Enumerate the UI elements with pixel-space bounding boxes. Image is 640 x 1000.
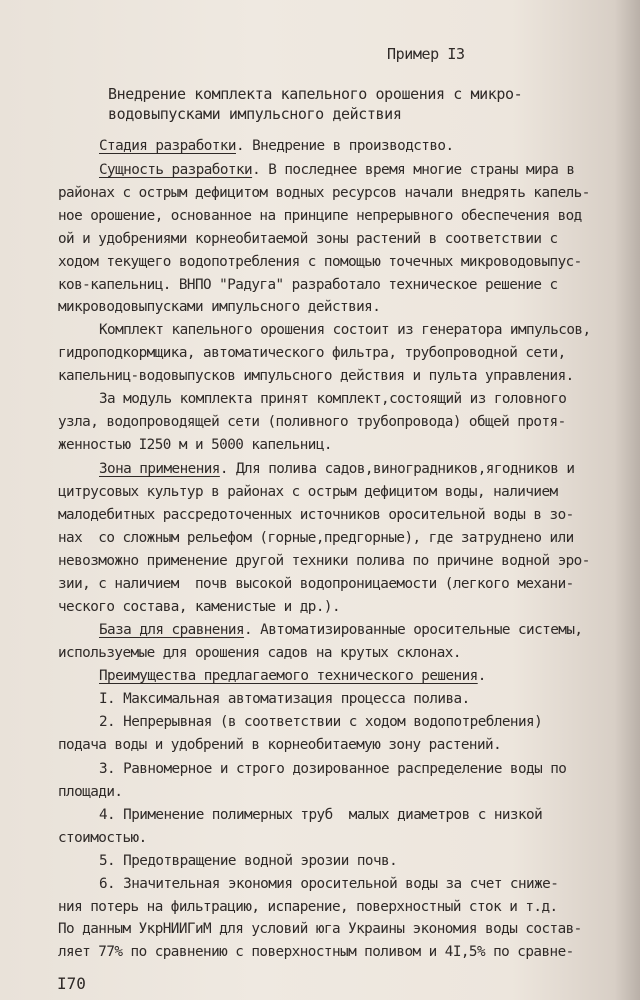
section-label-zone: Зона применения [99,461,220,477]
section-label-stage: Стадия разработки [99,138,236,154]
text-line-11: капельниц-водовыпусков импульсного действия и пульта управления. [58,368,574,384]
text-line-12: За модуль комплекта принят комплект,состоящий из головного [99,391,567,407]
text-line-8: микроводовыпусками импульсного действия. [58,299,381,315]
section-label-essence: Сущность разработки [99,162,253,178]
text-line-23: используемые для орошения садов на крутых склонах. [58,645,461,661]
title-line-1: Внедрение комплекта капельного орошения с микро- [108,85,523,103]
text-line-1: Стадия разработки. Внедрение в производство. [99,138,454,154]
text-line-7: ков-капельниц. ВНПО "Радуга" разработало техническое решение с [58,277,558,293]
text-line-3: районах с острым дефицитом водных ресурсов начали внедрять капель- [58,185,590,201]
text-line-5: ой и удобрениями корнеобитаемой зоны растений в соответствии с [58,231,558,247]
text-line-22: База для сравнения. Автоматизированные оросительные системы, [99,622,583,638]
section-label-advantages: Преимущества предлагаемого технического решения [99,668,478,684]
text-line-4: ное орошение, основанное на принципе непрерывного обеспечения вод [58,208,582,224]
text-line-21: ческого состава, каменистые и др.). [58,599,341,615]
text-line-14: женностью I250 м и 5000 капельниц. [58,437,332,453]
text-line-17: малодебитных рассредоточенных источников оросительной воды в зо- [58,507,574,523]
text-line-15: Зона применения. Для полива садов,виноградников,ягодников и [99,461,575,477]
text-line-2: Сущность разработки. В последнее время многие страны мира в [99,162,575,178]
text-line-18: нах со сложным рельефом (горные,предгорные), где затруднено или [58,530,574,546]
text-line-19: невозможно применение другой техники полива по причине водной эро- [58,553,590,569]
text-line-16: цитрусовых культур в районах с острым дефицитом воды, наличием [58,484,558,500]
text-line-6: ходом текущего водопотребления с помощью точечных микроводовыпус- [58,254,582,270]
title-line-2: водовыпусками импульсного действия [108,105,402,123]
list-item-6-cont-2: По данным УкрНИИГиМ для условий юга Украины экономия воды состав- [58,921,582,937]
list-item-2-cont: подача воды и удобрений в корнеобитаемую зону растений. [58,737,502,753]
text-line-9: Комплект капельного орошения состоит из генератора импульсов, [99,322,591,338]
text-line-13: узла, водопроводящей сети (поливного трубопровода) общей протя- [58,414,566,430]
list-item-4-cont: стоимостью. [58,830,147,846]
list-item-6: 6. Значительная экономия оросительной воды за счет сниже- [99,876,559,892]
list-item-4: 4. Применение полимерных труб малых диаметров с низкой [99,807,543,823]
list-item-3: 3. Равномерное и строго дозированное распределение воды по [99,761,567,777]
list-item-2: 2. Непрерывная (в соответствии с ходом водопотребления) [99,714,543,730]
list-item-6-cont-1: ния потерь на фильтрацию, испарение, поверхностный сток и т.д. [58,899,558,915]
text-line-20: зии, с наличием почв высокой водопроницаемости (легкого механи- [58,576,574,592]
example-number: Пример I3 [387,45,465,63]
list-item-3-cont: площади. [58,784,123,800]
list-item-6-cont-3: ляет 77% по сравнению с поверхностным поливом и 4I,5% по сравне- [58,944,574,960]
list-item-1: I. Максимальная автоматизация процесса полива. [99,691,470,707]
list-item-5: 5. Предотвращение водной эрозии почв. [99,853,398,869]
section-label-baseline: База для сравнения [99,622,245,638]
page-number: I70 [57,974,86,993]
text-line-24: Преимущества предлагаемого технического решения. [99,668,486,684]
text-line-10: гидроподкормщика, автоматического фильтра, трубопроводной сети, [58,345,566,361]
